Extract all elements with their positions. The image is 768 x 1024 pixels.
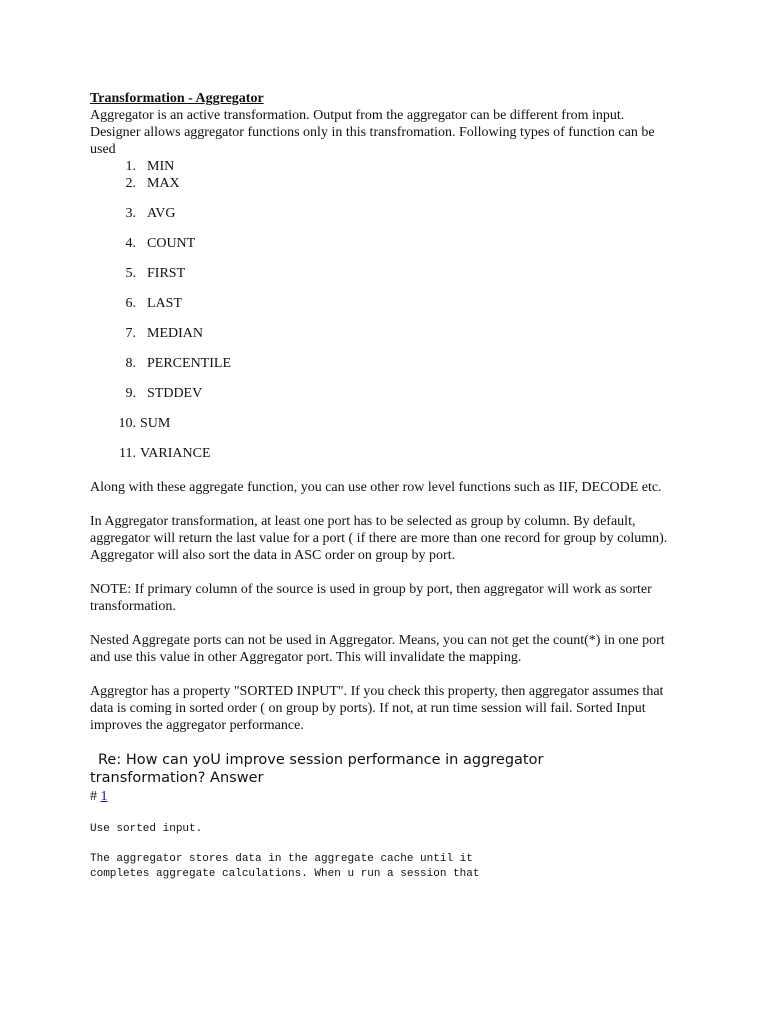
function-number: 7. <box>125 326 136 341</box>
function-name: STDDEV <box>147 386 203 401</box>
intro-paragraph: Aggregator is an active transformation. Output from the aggregator can be different from input. Designer allows aggregator functions only in this transfromation. Following types of function can be used <box>90 108 655 157</box>
function-list-item <box>90 355 670 372</box>
paragraph-note: NOTE: If primary column of the source is used in group by port, then aggregator will work as sorter transformation. <box>90 582 652 614</box>
function-number: 2. <box>125 176 136 191</box>
function-name: FIRST <box>147 266 186 281</box>
answer-prefix: # <box>90 789 97 804</box>
qa-answer-number <box>90 788 670 805</box>
function-name: MIN <box>147 159 175 174</box>
function-list-item <box>90 325 670 342</box>
function-number: 8. <box>125 356 136 371</box>
function-name: VARIANCE <box>140 446 211 461</box>
function-name: LAST <box>147 296 182 311</box>
function-number: 3. <box>125 206 136 221</box>
function-list-item <box>90 445 670 462</box>
function-name: PERCENTILE <box>147 356 231 371</box>
answer-link[interactable]: 1 <box>100 789 108 804</box>
function-list-item <box>90 295 670 312</box>
function-number: 5. <box>125 266 136 281</box>
function-number: 10. <box>118 416 136 431</box>
function-list-item <box>90 235 670 252</box>
paragraph-sorted-input: Aggregtor has a property "SORTED INPUT". If you check this property, then aggregator assumes that data is coming in sorted order ( on group by ports). If not, at run time session will fail. Sorted Input improves the aggregator performance. <box>90 684 664 733</box>
doc-title: Transformation - Aggregator <box>90 91 264 106</box>
function-number: 11. <box>119 446 136 461</box>
answer-line-1: The aggregator stores data in the aggregate cache until it <box>90 853 473 865</box>
function-list-item <box>90 415 670 432</box>
answer-line-2: completes aggregate calculations. When u run a session that <box>90 868 480 880</box>
function-list-item <box>90 265 670 282</box>
function-number: 4. <box>125 236 136 251</box>
function-name: SUM <box>140 416 171 431</box>
paragraph-row-functions: Along with these aggregate function, you can use other row level functions such as IIF, DECODE etc. <box>90 480 662 495</box>
qa-question-line2: transformation? Answer <box>90 770 264 786</box>
function-number: 1. <box>125 159 136 174</box>
function-name: MEDIAN <box>147 326 203 341</box>
function-list <box>90 158 670 462</box>
qa-question-line1: Re: How can yoU improve session performance in aggregator <box>98 752 544 768</box>
answer-short: Use sorted input. <box>90 823 203 835</box>
function-name: MAX <box>147 176 180 191</box>
function-list-item <box>90 158 670 175</box>
paragraph-nested: Nested Aggregate ports can not be used in Aggregator. Means, you can not get the count(*) in one port and use this value in other Aggregator port. This will invalidate the mapping. <box>90 633 665 665</box>
function-number: 6. <box>125 296 136 311</box>
function-number: 9. <box>125 386 136 401</box>
function-list-item <box>90 385 670 402</box>
paragraph-group-by: In Aggregator transformation, at least one port has to be selected as group by column. By default, aggregator will return the last value for a port ( if there are more than one record for group by column). Aggregator will also sort the data in ASC order on group by port. <box>90 514 668 563</box>
function-name: COUNT <box>147 236 196 251</box>
function-list-item <box>90 205 670 222</box>
qa-question <box>90 751 670 787</box>
function-list-item <box>90 175 670 192</box>
function-name: AVG <box>147 206 176 221</box>
document-page <box>90 90 670 882</box>
